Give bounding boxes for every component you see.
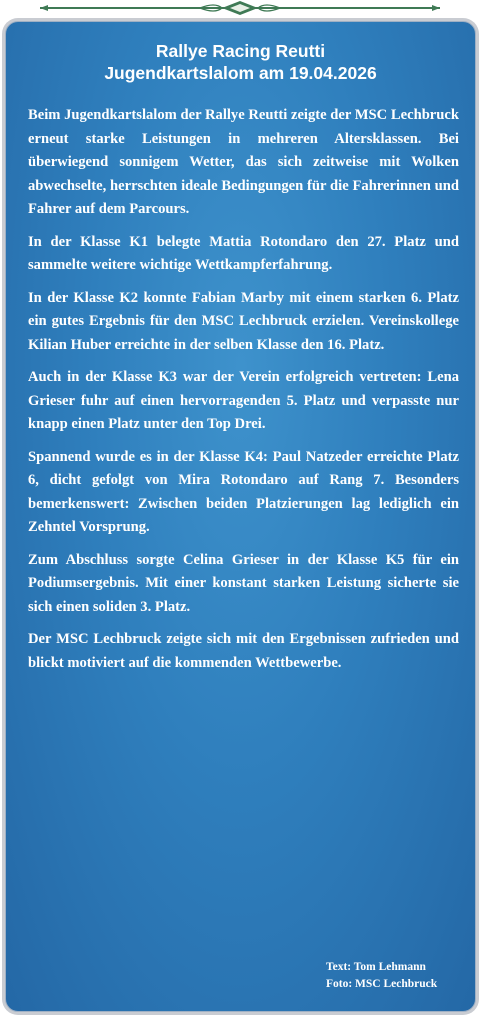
photo-credit: Foto: MSC Lechbruck: [326, 978, 438, 990]
title-line-1: Rallye Racing Reutti: [155, 41, 326, 61]
article-paragraph: Beim Jugendkartslalom der Rallye Reutti zeigte der MSC Lechbruck erneut starke Leistungen in mehreren Altersklassen. Bei überwiegend sonnigem Wetter, das sich zeitweise mit Wolken abwechselte, herrschten ideale Bedingungen für die Fahrerinnen und Fahrer auf dem Parcours.: [28, 107, 459, 217]
credits: [326, 959, 437, 993]
title-line-2: Jugendkartslalom am 19.04.2026: [104, 63, 377, 83]
article-panel: [2, 18, 479, 1015]
article-paragraph: Zum Abschluss sorgte Celina Grieser in der Klasse K5 für ein Podiumsergebnis. Mit einer konstant starken Leistung sicherte sie sich einen soliden 3. Platz.: [28, 551, 459, 615]
decorative-divider-ornament: [0, 0, 481, 20]
article-paragraph: In der Klasse K1 belegte Mattia Rotondaro den 27. Platz und sammelte weitere wichtige Wettkampferfahrung.: [28, 233, 459, 273]
article-paragraph: Der MSC Lechbruck zeigte sich mit den Ergebnissen zufrieden und blickt motiviert auf die kommenden Wettbewerbe.: [28, 631, 459, 671]
article-paragraph: Auch in der Klasse K3 war der Verein erfolgreich vertreten: Lena Grieser fuhr auf einen hervorragenden 5. Platz und verpasste nur knapp einen Platz unter den Top Drei.: [28, 369, 459, 432]
article-paragraph: In der Klasse K2 konnte Fabian Marby mit einem starken 6. Platz ein gutes Ergebnis für den MSC Lechbruck erzielen. Vereinskollege Kilian Huber erreichte in der selben Klasse den 16. Platz.: [28, 289, 459, 353]
page-title: [6, 40, 475, 84]
article-body: [28, 104, 459, 684]
article-panel-background: [5, 21, 476, 1012]
text-credit: Text: Tom Lehmann: [326, 961, 426, 973]
article-paragraph: Spannend wurde es in der Klasse K4: Paul Natzeder erreichte Platz 6, dicht gefolgt von Mira Rotondaro auf Rang 7. Besonders bemerkenswert: Zwischen beiden Platzierungen lag lediglich ein Zehntel Vorsprung.: [28, 448, 459, 535]
